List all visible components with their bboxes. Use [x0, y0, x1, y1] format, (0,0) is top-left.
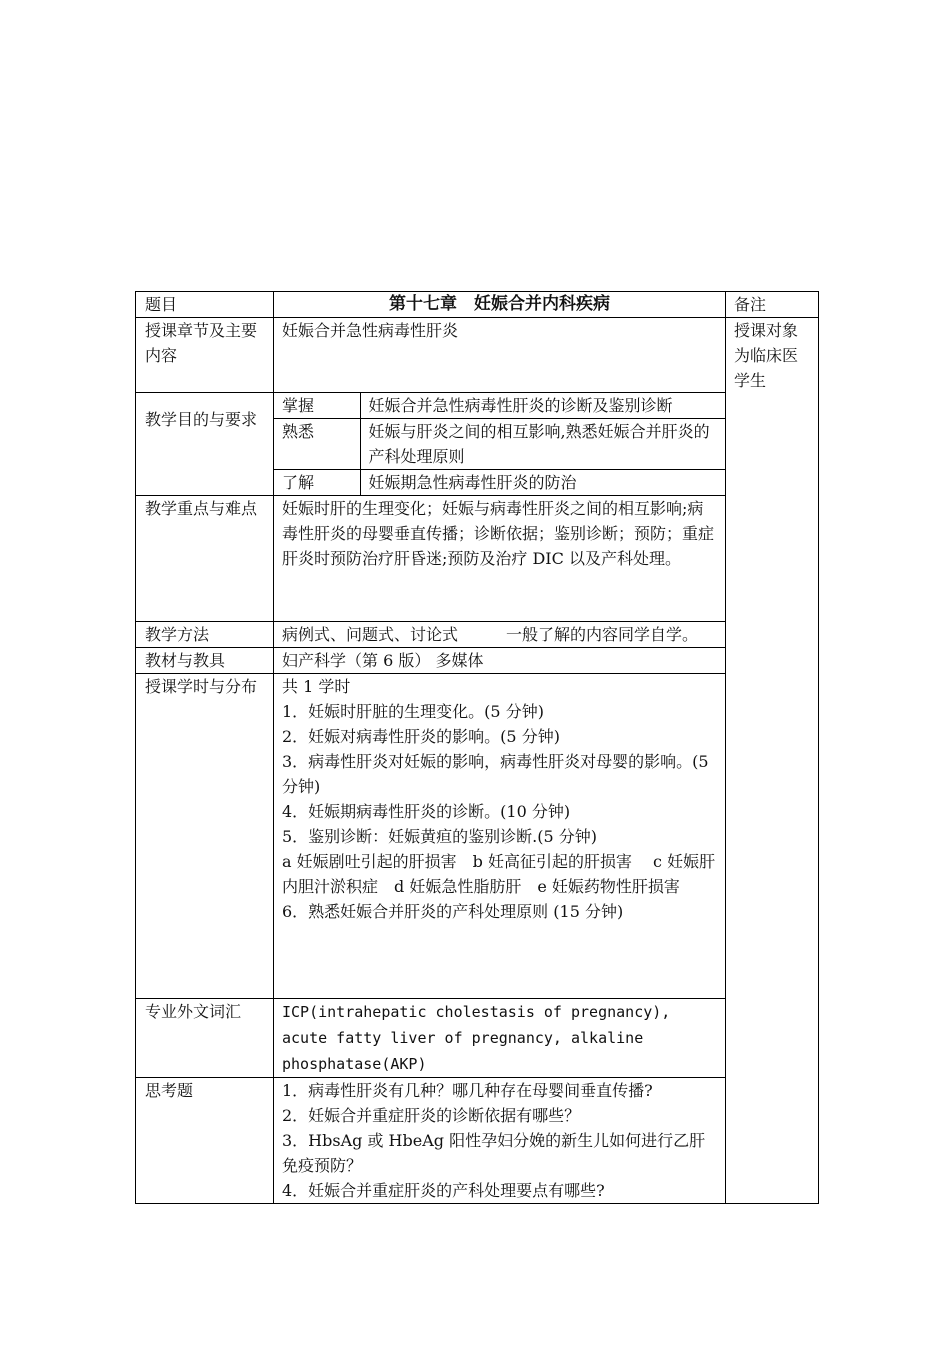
row-label-cell	[136, 318, 274, 393]
row-label-materials: 教材与教具	[145, 651, 226, 670]
schedule-line: a 妊娠剧吐引起的肝损害 b 妊高征引起的肝损害 c 妊娠肝内胆汁淤积症 d 妊娠急性脂肪肝 e 妊娠药物性肝损害	[282, 852, 716, 896]
schedule-line: 6．熟悉妊娠合并肝炎的产科处理原则 (15 分钟)	[282, 902, 624, 921]
chapter-content: 妊娠合并急性病毒性肝炎	[282, 321, 459, 340]
row-keypoints	[136, 496, 819, 622]
question-line: 2．妊娠合并重症肝炎的诊断依据有哪些？	[282, 1106, 581, 1125]
schedule-line: 3．病毒性肝炎对妊娠的影响，病毒性肝炎对母婴的影响。(5 分钟)	[282, 752, 709, 796]
goal-text-understand: 妊娠期急性病毒性肝炎的防治	[368, 473, 577, 492]
goal-row	[274, 393, 725, 419]
schedule-line: 1．妊娠时肝脏的生理变化。(5 分钟)	[282, 702, 544, 721]
row-materials	[136, 648, 819, 674]
row-goals	[136, 393, 819, 496]
lesson-plan-table	[135, 291, 819, 1204]
chapter-title-cell	[274, 292, 726, 318]
goal-text-master: 妊娠合并急性病毒性肝炎的诊断及鉴别诊断	[368, 396, 673, 415]
methods-content: 病例式、问题式、讨论式 一般了解的内容同学自学。	[282, 625, 699, 644]
row-questions	[136, 1078, 819, 1204]
row-value-cell	[274, 648, 726, 674]
goals-subtable	[274, 393, 725, 495]
chapter-title: 第十七章 妊娠合并内科疾病	[389, 294, 610, 314]
remarks-text: 授课对象为临床医学生	[734, 321, 799, 390]
row-label-schedule: 授课学时与分布	[145, 677, 258, 696]
row-label-cell	[136, 393, 274, 496]
vocab-content: ICP(intrahepatic cholestasis of pregnancy), acute fatty liver of pregnancy, alkaline phosphatase(AKP)	[282, 1003, 671, 1073]
schedule-line: 共 1 学时	[282, 677, 351, 696]
question-line: 4．妊娠合并重症肝炎的产科处理要点有哪些?	[282, 1181, 605, 1200]
row-value-cell	[274, 1078, 726, 1204]
goal-level-understand: 了解	[282, 473, 315, 492]
header-row	[136, 292, 819, 318]
schedule-line: 5．鉴别诊断：妊娠黄疸的鉴别诊断.(5 分钟)	[282, 827, 598, 846]
row-label-chapter: 授课章节及主要内容	[145, 321, 258, 365]
question-line: 3．HbsAg 或 HbeAg 阳性孕妇分娩的新生儿如何进行乙肝免疫预防？	[282, 1131, 706, 1175]
goals-cell	[274, 393, 726, 496]
goal-level-familiar: 熟悉	[282, 422, 315, 441]
row-label-methods: 教学方法	[145, 625, 210, 644]
goal-text-cell	[360, 393, 725, 419]
row-value-cell	[274, 496, 726, 622]
row-value-cell	[274, 674, 726, 999]
row-methods	[136, 622, 819, 648]
row-value-cell	[274, 622, 726, 648]
goal-level-cell	[274, 419, 360, 470]
row-schedule	[136, 674, 819, 999]
goal-text-cell	[360, 419, 725, 470]
row-value-cell	[274, 318, 726, 393]
goal-text-cell	[360, 470, 725, 496]
goal-row	[274, 419, 725, 470]
row-label-cell	[136, 1078, 274, 1204]
goal-row	[274, 470, 725, 496]
question-line: 1．病毒性肝炎有几种？哪几种存在母婴间垂直传播?	[282, 1081, 653, 1100]
row-label-cell	[136, 622, 274, 648]
row-label-questions: 思考题	[145, 1081, 194, 1100]
schedule-line: 2．妊娠对病毒性肝炎的影响。(5 分钟)	[282, 727, 560, 746]
goal-level-cell	[274, 470, 360, 496]
remarks-label: 备注	[734, 295, 767, 314]
goal-level-master: 掌握	[282, 396, 315, 415]
row-value-cell	[274, 999, 726, 1078]
row-label-goals: 教学目的与要求	[145, 410, 258, 429]
remarks-header-cell	[726, 292, 819, 318]
goal-text-familiar: 妊娠与肝炎之间的相互影响,熟悉妊娠合并肝炎的产科处理原则	[368, 422, 710, 466]
materials-content: 妇产科学（第 6 版） 多媒体	[282, 651, 484, 670]
goal-level-cell	[274, 393, 360, 419]
keypoints-content: 妊娠时肝的生理变化；妊娠与病毒性肝炎之间的相互影响;病毒性肝炎的母婴垂直传播；诊断依据；鉴别诊断；预防；重症肝炎时预防治疗肝昏迷;预防及治疗 DIC 以及产科处理。	[282, 499, 715, 568]
row-label-cell	[136, 648, 274, 674]
row-label-cell	[136, 999, 274, 1078]
row-label-cell	[136, 674, 274, 999]
row-chapter	[136, 318, 819, 393]
row-label-keypoints: 教学重点与难点	[145, 499, 258, 518]
row-vocab	[136, 999, 819, 1078]
header-label: 题目	[145, 295, 178, 314]
header-label-cell	[136, 292, 274, 318]
remarks-cell	[726, 318, 819, 1204]
row-label-cell	[136, 496, 274, 622]
schedule-line: 4．妊娠期病毒性肝炎的诊断。(10 分钟)	[282, 802, 571, 821]
row-label-vocab: 专业外文词汇	[145, 1002, 242, 1021]
